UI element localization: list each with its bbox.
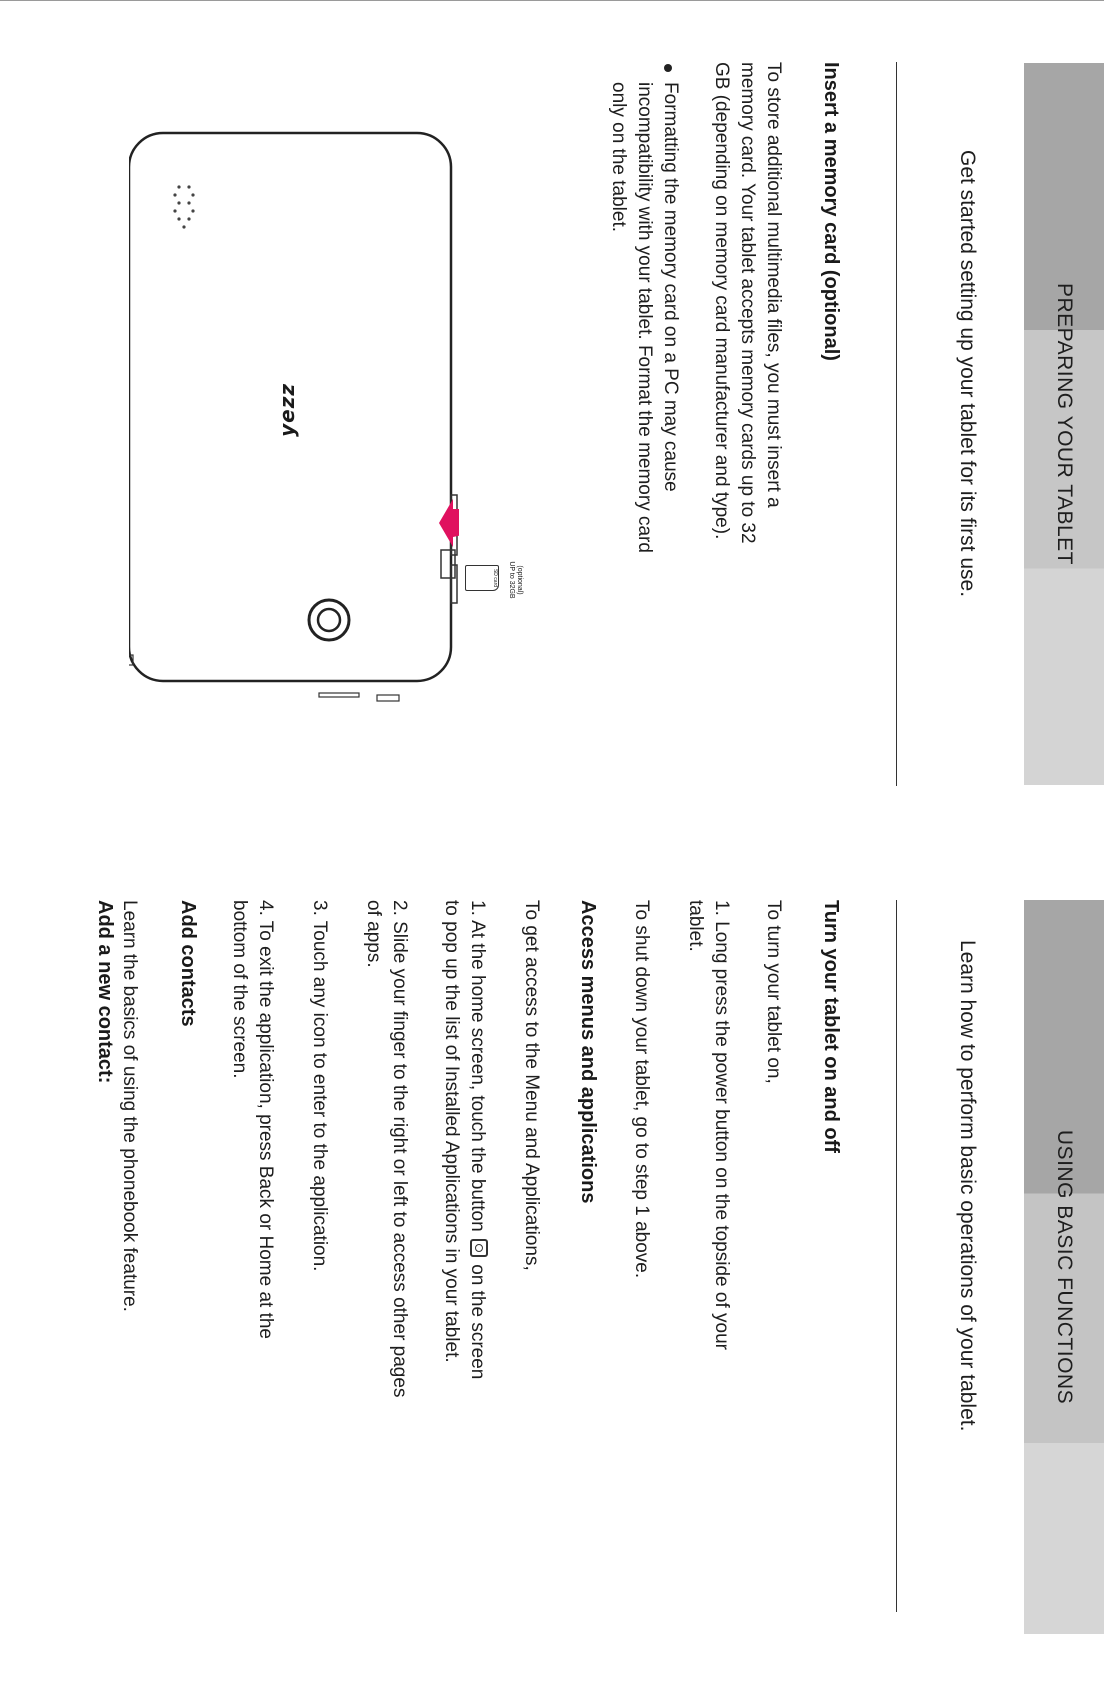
divider: [896, 62, 897, 786]
card-optional-label: [507, 555, 523, 605]
access-step1-line-2: to pop up the list of Installed Applications in your tablet.: [441, 900, 462, 1363]
section-title-contacts: Add contacts: [177, 900, 199, 1027]
header-bar: [1024, 900, 1104, 1634]
shutdown-text: To shut down your tablet, go to step 1 above.: [631, 900, 652, 1279]
memory-card-line-3: GB (depending on memory card manufacturer and type).: [711, 62, 732, 540]
divider: [896, 900, 897, 1612]
card-optional-line-2: UP to 32GB: [508, 561, 515, 599]
turn-on-text: To turn your tablet on,: [763, 900, 784, 1084]
access-step4-line-2: bottom of the screen.: [229, 900, 250, 1079]
section-title-memory-card: Insert a memory card (optional): [820, 62, 842, 361]
access-step1-part-b: on the screen: [467, 1264, 488, 1380]
access-step4-line-1: 4. To exit the application, press Back or Home at the: [255, 900, 276, 1339]
intro-text: Learn how to perform basic operations of your tablet.: [956, 940, 979, 1432]
header-bar: [1024, 63, 1104, 785]
brand-logo: yezz: [275, 383, 299, 437]
sd-card-icon: [465, 565, 499, 591]
page-preparing-tablet: [0, 0, 1104, 810]
intro-text: Get started setting up your tablet for its first use.: [956, 150, 979, 598]
page-title: USING BASIC FUNCTIONS: [1053, 1129, 1076, 1405]
access-intro: To get access to the Menu and Applications,: [521, 900, 542, 1271]
section-title-power: Turn your tablet on and off: [820, 900, 842, 1153]
memory-card-line-1: To store additional multimedia files, you must insert a: [763, 62, 784, 508]
card-optional-line-1: (optional): [516, 565, 523, 595]
tablet-illustration: [129, 125, 523, 720]
apps-button-icon: [470, 1239, 488, 1257]
bullet-dot: [664, 64, 672, 72]
access-step2-line-1: 2. Slide your finger to the right or left to access other pages: [389, 900, 410, 1398]
step1-line-2: tablet.: [685, 900, 706, 952]
insert-arrow-icon: [439, 499, 459, 547]
access-step1-line-1: [464, 900, 490, 1379]
memory-card-line-2: memory card. Your tablet accepts memory cards up to 32: [737, 62, 758, 544]
format-note-line-3: only on the tablet.: [608, 82, 629, 232]
page-title: PREPARING YOUR TABLET: [1053, 282, 1076, 565]
format-note-line-2: incompatibility with your tablet. Format the memory card: [634, 82, 655, 553]
format-note-line-1: Formatting the memory card on a PC may cause: [660, 82, 681, 492]
section-title-menus: Access menus and applications: [577, 900, 599, 1204]
step1-line-1: 1. Long press the power button on the topside of your: [711, 900, 732, 1350]
access-step2-line-2: of apps.: [363, 900, 384, 968]
access-step3: 3. Touch any icon to enter to the application.: [309, 900, 330, 1272]
contacts-intro: Learn the basics of using the phonebook feature.: [119, 900, 140, 1312]
access-step1-part-a: 1. At the home screen, touch the button: [467, 900, 488, 1232]
page-basic-functions: [0, 900, 1104, 1684]
add-contact-heading: Add a new contact:: [94, 900, 116, 1084]
sd-card-label: SD card: [492, 568, 498, 588]
